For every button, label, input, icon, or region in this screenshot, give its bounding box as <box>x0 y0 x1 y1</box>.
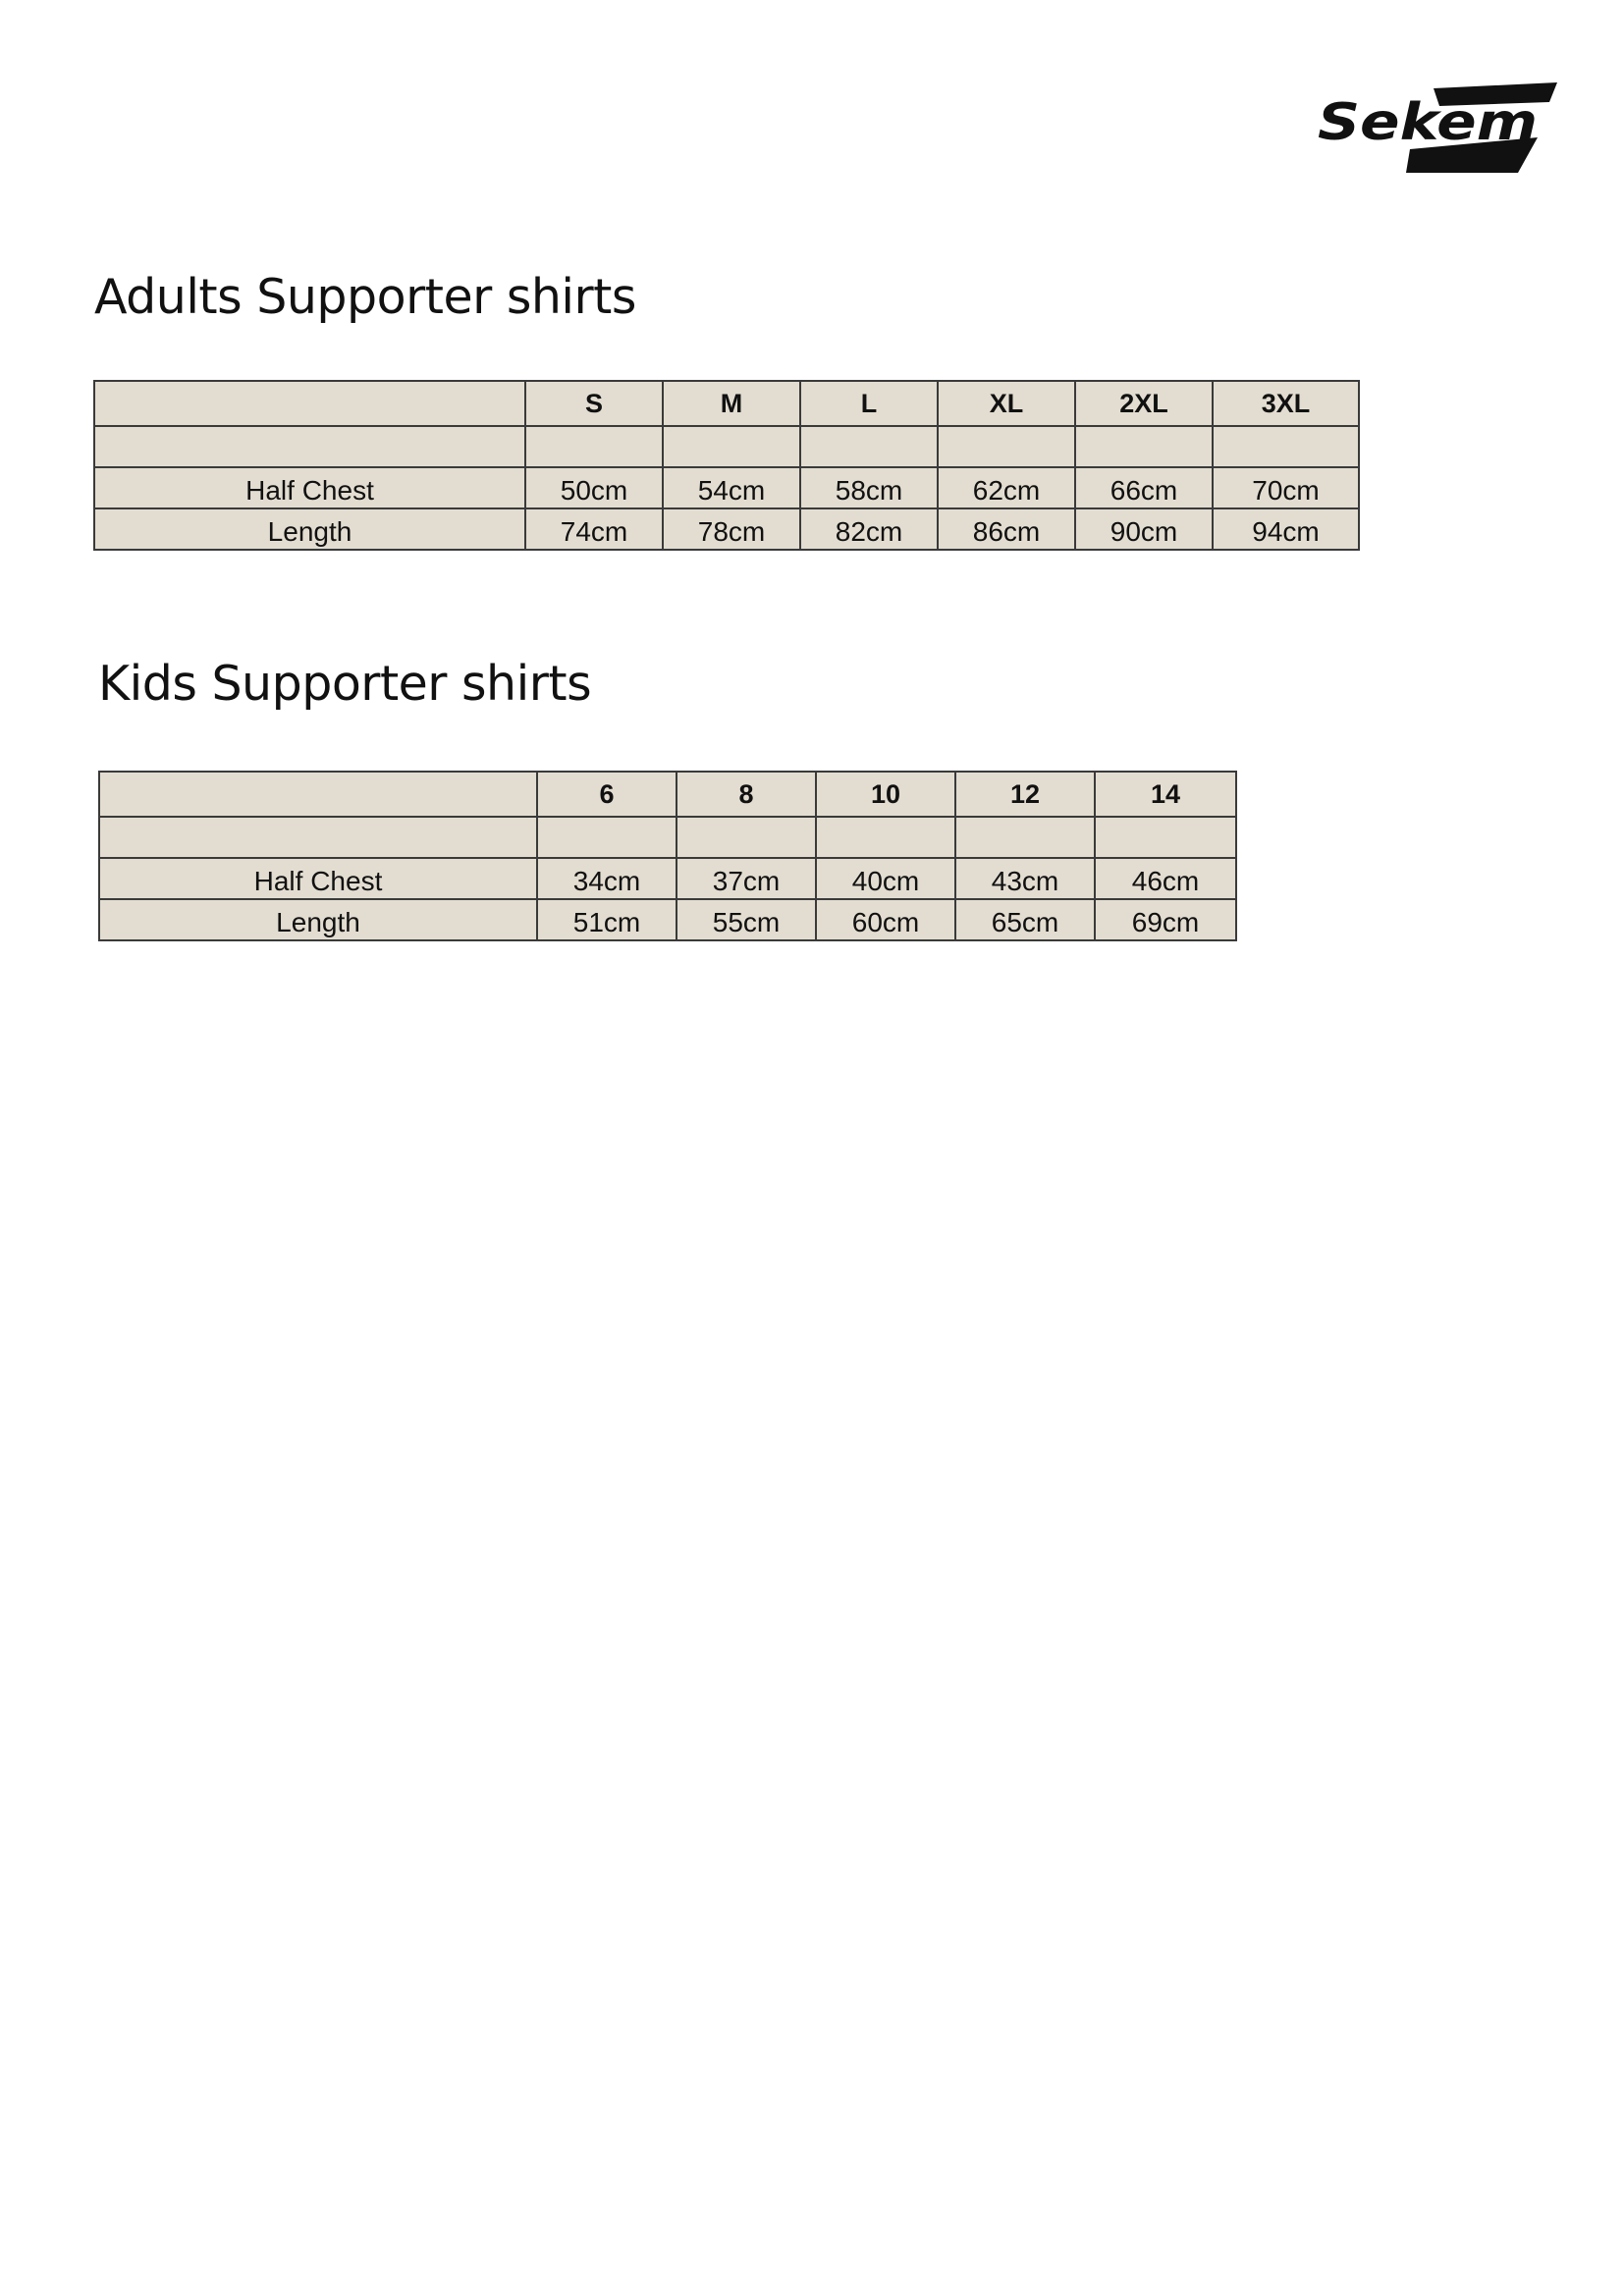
kids-size-table <box>98 771 1237 941</box>
table-row <box>94 508 1359 550</box>
measurement-cell: 90cm <box>1075 508 1213 550</box>
row-label: Half Chest <box>99 858 537 899</box>
table-header-row <box>99 772 1236 817</box>
measurement-cell: 66cm <box>1075 467 1213 508</box>
measurement-cell: 51cm <box>537 899 677 940</box>
blank-cell <box>99 817 537 858</box>
blank-cell <box>1075 426 1213 467</box>
measurement-cell: 82cm <box>800 508 938 550</box>
size-header: M <box>663 381 800 426</box>
table-header-row <box>94 381 1359 426</box>
table-row <box>99 858 1236 899</box>
blank-cell <box>1213 426 1359 467</box>
table-blank-row <box>94 426 1359 467</box>
blank-cell <box>938 426 1075 467</box>
measurement-cell: 40cm <box>816 858 955 899</box>
measurement-cell: 55cm <box>677 899 816 940</box>
blank-cell <box>1095 817 1236 858</box>
measurement-cell: 46cm <box>1095 858 1236 899</box>
table-row <box>94 467 1359 508</box>
blank-cell <box>537 817 677 858</box>
measurement-cell: 58cm <box>800 467 938 508</box>
measurement-cell: 34cm <box>537 858 677 899</box>
measurement-cell: 62cm <box>938 467 1075 508</box>
measurement-cell: 43cm <box>955 858 1095 899</box>
measurement-cell: 74cm <box>525 508 663 550</box>
sekem-logo <box>1316 82 1557 173</box>
measurement-cell: 69cm <box>1095 899 1236 940</box>
adults-size-table <box>93 380 1360 551</box>
blank-cell <box>94 426 525 467</box>
table-blank-row <box>99 817 1236 858</box>
size-header: L <box>800 381 938 426</box>
header-empty-cell <box>99 772 537 817</box>
sekem-logo-icon <box>1316 82 1557 173</box>
row-label: Half Chest <box>94 467 525 508</box>
row-label: Length <box>94 508 525 550</box>
size-header: 12 <box>955 772 1095 817</box>
size-header: 14 <box>1095 772 1236 817</box>
size-header: 2XL <box>1075 381 1213 426</box>
blank-cell <box>800 426 938 467</box>
blank-cell <box>677 817 816 858</box>
row-label: Length <box>99 899 537 940</box>
blank-cell <box>816 817 955 858</box>
svg-text:Sekem: Sekem <box>1318 93 1538 152</box>
measurement-cell: 78cm <box>663 508 800 550</box>
measurement-cell: 65cm <box>955 899 1095 940</box>
size-header: 3XL <box>1213 381 1359 426</box>
kids-section-title: Kids Supporter shirts <box>98 656 592 712</box>
adults-section-title: Adults Supporter shirts <box>94 269 636 325</box>
blank-cell <box>663 426 800 467</box>
size-header: S <box>525 381 663 426</box>
blank-cell <box>525 426 663 467</box>
measurement-cell: 54cm <box>663 467 800 508</box>
size-header: 6 <box>537 772 677 817</box>
size-header: 8 <box>677 772 816 817</box>
blank-cell <box>955 817 1095 858</box>
header-empty-cell <box>94 381 525 426</box>
measurement-cell: 37cm <box>677 858 816 899</box>
measurement-cell: 94cm <box>1213 508 1359 550</box>
measurement-cell: 86cm <box>938 508 1075 550</box>
size-header: XL <box>938 381 1075 426</box>
size-header: 10 <box>816 772 955 817</box>
measurement-cell: 50cm <box>525 467 663 508</box>
measurement-cell: 60cm <box>816 899 955 940</box>
measurement-cell: 70cm <box>1213 467 1359 508</box>
table-row <box>99 899 1236 940</box>
